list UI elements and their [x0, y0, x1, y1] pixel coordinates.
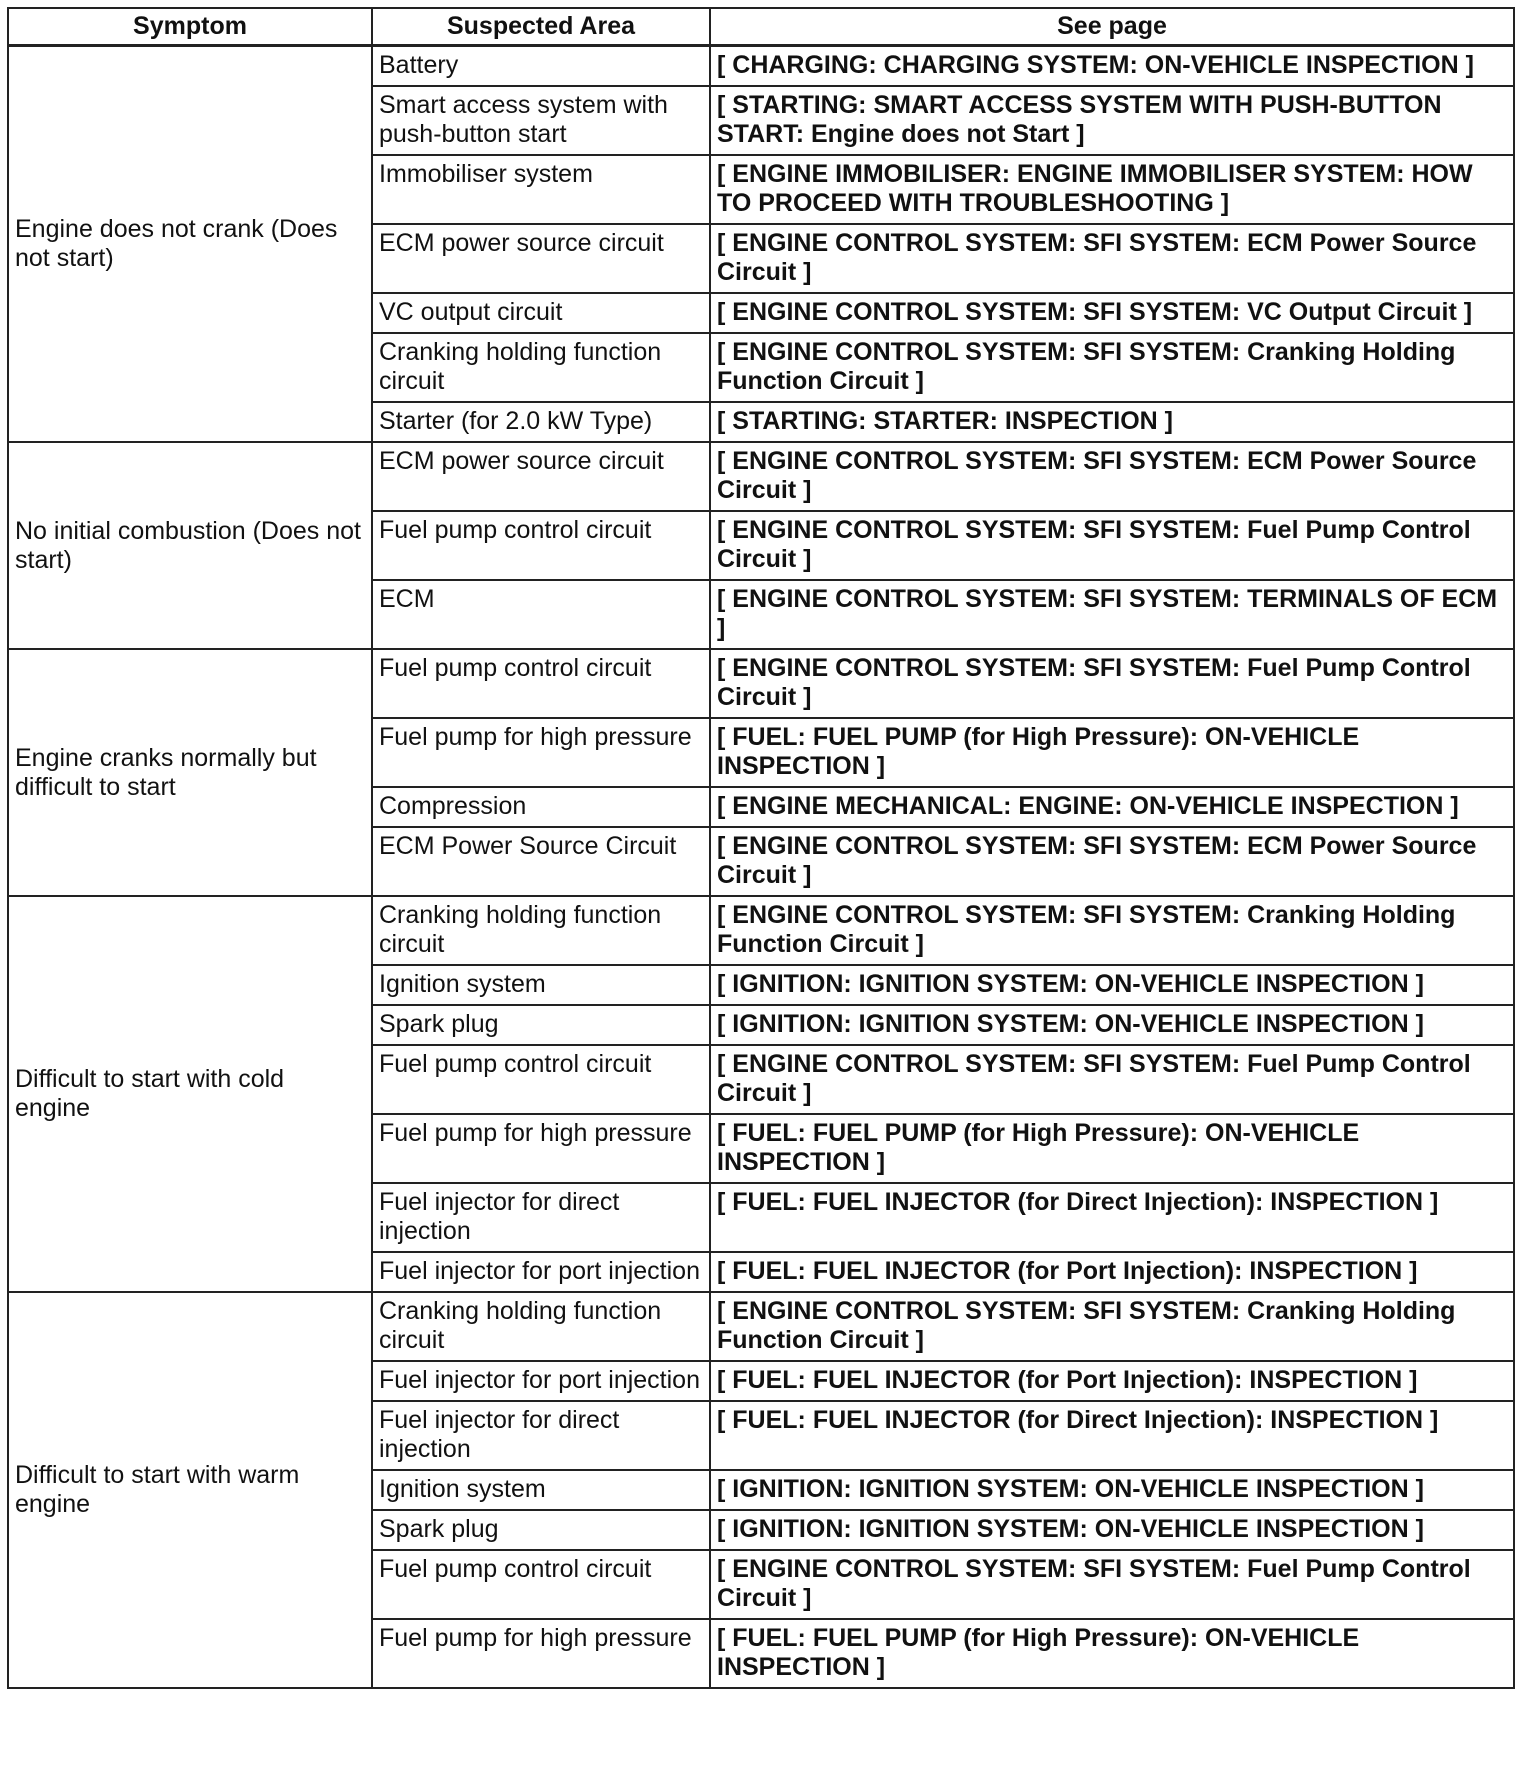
suspected-area-cell: Spark plug	[372, 1510, 710, 1550]
suspected-area-cell: Smart access system with push-button start	[372, 86, 710, 155]
see-page-reference: [ ENGINE IMMOBILISER: ENGINE IMMOBILISER SYSTEM: HOW TO PROCEED WITH TROUBLESHOOTING ]	[710, 155, 1514, 224]
see-page-reference: [ ENGINE CONTROL SYSTEM: SFI SYSTEM: ECM Power Source Circuit ]	[710, 442, 1514, 511]
suspected-area-cell: Immobiliser system	[372, 155, 710, 224]
suspected-area-cell: Battery	[372, 46, 710, 87]
suspected-area-cell: Fuel pump control circuit	[372, 1550, 710, 1619]
suspected-area-cell: Starter (for 2.0 kW Type)	[372, 402, 710, 442]
see-page-reference: [ ENGINE CONTROL SYSTEM: SFI SYSTEM: Cranking Holding Function Circuit ]	[710, 333, 1514, 402]
table-body	[8, 46, 1514, 1689]
see-page-reference: [ ENGINE CONTROL SYSTEM: SFI SYSTEM: Cranking Holding Function Circuit ]	[710, 1292, 1514, 1361]
see-page-reference: [ ENGINE CONTROL SYSTEM: SFI SYSTEM: ECM Power Source Circuit ]	[710, 224, 1514, 293]
see-page-reference: [ FUEL: FUEL PUMP (for High Pressure): ON-VEHICLE INSPECTION ]	[710, 1619, 1514, 1688]
see-page-reference: [ FUEL: FUEL INJECTOR (for Port Injection): INSPECTION ]	[710, 1361, 1514, 1401]
suspected-area-cell: Compression	[372, 787, 710, 827]
table-header	[8, 8, 1514, 46]
symptom-cell: Difficult to start with warm engine	[8, 1292, 372, 1688]
symptom-cell: Engine cranks normally but difficult to start	[8, 649, 372, 896]
suspected-area-cell: ECM	[372, 580, 710, 649]
suspected-area-cell: Fuel pump control circuit	[372, 649, 710, 718]
suspected-area-cell: Fuel pump control circuit	[372, 1045, 710, 1114]
suspected-area-cell: Cranking holding function circuit	[372, 896, 710, 965]
suspected-area-cell: Fuel injector for direct injection	[372, 1183, 710, 1252]
suspected-area-cell: Ignition system	[372, 1470, 710, 1510]
table-row	[8, 442, 1514, 511]
see-page-reference: [ CHARGING: CHARGING SYSTEM: ON-VEHICLE INSPECTION ]	[710, 46, 1514, 87]
suspected-area-cell: ECM Power Source Circuit	[372, 827, 710, 896]
suspected-area-cell: Fuel injector for direct injection	[372, 1401, 710, 1470]
table-row	[8, 896, 1514, 965]
suspected-area-cell: Fuel pump for high pressure	[372, 1114, 710, 1183]
table-row	[8, 649, 1514, 718]
see-page-reference: [ STARTING: SMART ACCESS SYSTEM WITH PUSH-BUTTON START: Engine does not Start ]	[710, 86, 1514, 155]
suspected-area-cell: ECM power source circuit	[372, 442, 710, 511]
see-page-reference: [ FUEL: FUEL INJECTOR (for Port Injection): INSPECTION ]	[710, 1252, 1514, 1292]
header-row	[8, 8, 1514, 46]
see-page-reference: [ IGNITION: IGNITION SYSTEM: ON-VEHICLE INSPECTION ]	[710, 1470, 1514, 1510]
symptom-cell: No initial combustion (Does not start)	[8, 442, 372, 649]
symptom-cell: Engine does not crank (Does not start)	[8, 46, 372, 443]
header-symptom: Symptom	[8, 8, 372, 46]
see-page-reference: [ ENGINE CONTROL SYSTEM: SFI SYSTEM: ECM Power Source Circuit ]	[710, 827, 1514, 896]
see-page-reference: [ ENGINE CONTROL SYSTEM: SFI SYSTEM: VC Output Circuit ]	[710, 293, 1514, 333]
see-page-reference: [ FUEL: FUEL PUMP (for High Pressure): ON-VEHICLE INSPECTION ]	[710, 1114, 1514, 1183]
suspected-area-cell: Spark plug	[372, 1005, 710, 1045]
suspected-area-cell: Ignition system	[372, 965, 710, 1005]
see-page-reference: [ IGNITION: IGNITION SYSTEM: ON-VEHICLE INSPECTION ]	[710, 1510, 1514, 1550]
suspected-area-cell: Fuel pump for high pressure	[372, 718, 710, 787]
see-page-reference: [ ENGINE CONTROL SYSTEM: SFI SYSTEM: Cranking Holding Function Circuit ]	[710, 896, 1514, 965]
see-page-reference: [ ENGINE CONTROL SYSTEM: SFI SYSTEM: Fuel Pump Control Circuit ]	[710, 1550, 1514, 1619]
see-page-reference: [ FUEL: FUEL INJECTOR (for Direct Injection): INSPECTION ]	[710, 1183, 1514, 1252]
suspected-area-cell: ECM power source circuit	[372, 224, 710, 293]
symptom-cell: Difficult to start with cold engine	[8, 896, 372, 1292]
header-see-page: See page	[710, 8, 1514, 46]
see-page-reference: [ IGNITION: IGNITION SYSTEM: ON-VEHICLE INSPECTION ]	[710, 1005, 1514, 1045]
suspected-area-cell: Fuel injector for port injection	[372, 1361, 710, 1401]
header-suspected-area: Suspected Area	[372, 8, 710, 46]
suspected-area-cell: Cranking holding function circuit	[372, 1292, 710, 1361]
table-row	[8, 1292, 1514, 1361]
troubleshooting-table	[7, 7, 1515, 1689]
see-page-reference: [ FUEL: FUEL PUMP (for High Pressure): ON-VEHICLE INSPECTION ]	[710, 718, 1514, 787]
see-page-reference: [ STARTING: STARTER: INSPECTION ]	[710, 402, 1514, 442]
see-page-reference: [ FUEL: FUEL INJECTOR (for Direct Injection): INSPECTION ]	[710, 1401, 1514, 1470]
see-page-reference: [ ENGINE CONTROL SYSTEM: SFI SYSTEM: TERMINALS OF ECM ]	[710, 580, 1514, 649]
suspected-area-cell: Fuel pump for high pressure	[372, 1619, 710, 1688]
see-page-reference: [ ENGINE MECHANICAL: ENGINE: ON-VEHICLE INSPECTION ]	[710, 787, 1514, 827]
table-row	[8, 46, 1514, 87]
suspected-area-cell: Fuel injector for port injection	[372, 1252, 710, 1292]
suspected-area-cell: Fuel pump control circuit	[372, 511, 710, 580]
see-page-reference: [ ENGINE CONTROL SYSTEM: SFI SYSTEM: Fuel Pump Control Circuit ]	[710, 649, 1514, 718]
see-page-reference: [ ENGINE CONTROL SYSTEM: SFI SYSTEM: Fuel Pump Control Circuit ]	[710, 511, 1514, 580]
see-page-reference: [ IGNITION: IGNITION SYSTEM: ON-VEHICLE INSPECTION ]	[710, 965, 1514, 1005]
see-page-reference: [ ENGINE CONTROL SYSTEM: SFI SYSTEM: Fuel Pump Control Circuit ]	[710, 1045, 1514, 1114]
suspected-area-cell: VC output circuit	[372, 293, 710, 333]
suspected-area-cell: Cranking holding function circuit	[372, 333, 710, 402]
